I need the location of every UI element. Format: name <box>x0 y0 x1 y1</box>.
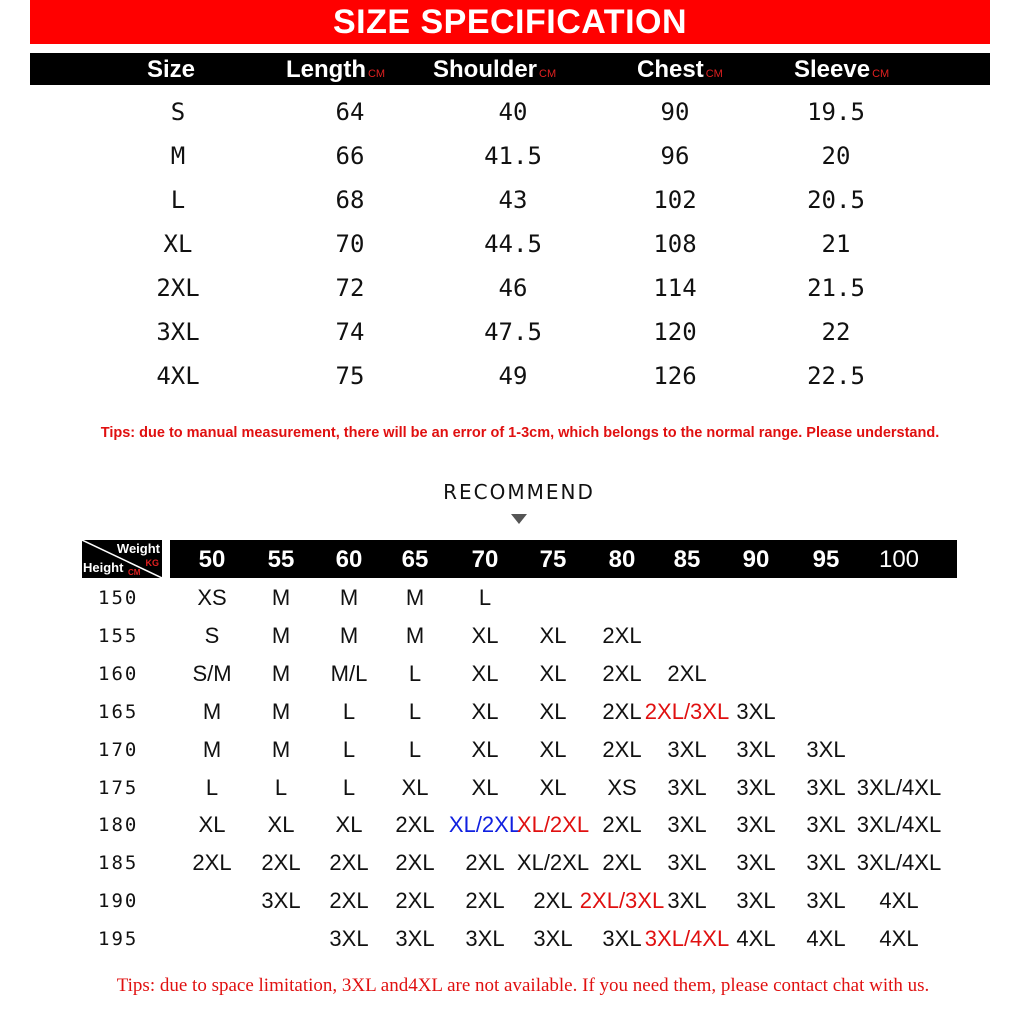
header-label: Length <box>286 56 366 83</box>
recommended-size-cell: 2XL <box>602 736 642 762</box>
recommended-size-cell: 3XL <box>806 888 846 914</box>
recommended-size-cell: 2XL <box>602 812 642 838</box>
recommended-size-cell: 2XL <box>329 888 369 914</box>
recommended-size-cell: XL <box>267 812 295 838</box>
recommended-size-cell: M <box>271 736 291 762</box>
recommended-size-cell: XL <box>471 774 499 800</box>
weight-col-header: 65 <box>401 546 429 573</box>
recommended-size-cell: XL <box>401 774 429 800</box>
recommended-size-cell: XL <box>335 812 363 838</box>
recommended-size-cell: 2XL/3XL <box>644 698 730 724</box>
cell-sleeve: 22 <box>821 318 851 346</box>
recommended-size-cell: 3XL <box>806 736 846 762</box>
recommended-size-cell: 4XL <box>879 888 919 914</box>
recommended-size-cell: 3XL <box>261 888 301 914</box>
recommended-size-cell: 2XL <box>395 812 435 838</box>
page-title-banner <box>30 0 990 44</box>
recommended-size-cell: XL <box>539 698 567 724</box>
header-sleeve <box>794 53 889 85</box>
table-row <box>0 222 1020 266</box>
weight-col-header: 100 <box>878 546 920 573</box>
cell-length: 64 <box>335 98 365 126</box>
table-row <box>0 806 1020 844</box>
recommended-size-cell: L <box>274 774 288 800</box>
weight-col-header: 60 <box>335 546 363 573</box>
recommended-size-cell: 3XL <box>533 926 573 952</box>
recommended-size-cell: 3XL <box>667 888 707 914</box>
cell-size: S <box>170 98 186 126</box>
table-row <box>0 693 1020 731</box>
recommended-size-cell: M <box>405 585 425 610</box>
recommended-size-cell: XL <box>539 774 567 800</box>
recommended-size-cell: 3XL/4XL <box>856 850 942 876</box>
cell-chest: 102 <box>653 186 697 214</box>
table-row <box>0 354 1020 398</box>
recommended-size-cell: 3XL <box>806 850 846 876</box>
spec-table-header <box>30 53 990 85</box>
height-value: 185 <box>98 852 139 875</box>
recommended-size-cell: 2XL <box>602 698 642 724</box>
recommended-size-cell: 4XL <box>736 926 776 952</box>
recommended-size-cell: 3XL <box>736 812 776 838</box>
recommended-size-cell: M <box>405 622 425 648</box>
header-label: Sleeve <box>794 56 871 83</box>
cell-shoulder: 44.5 <box>484 230 542 258</box>
height-value: 150 <box>98 587 139 609</box>
recommended-size-cell: 3XL <box>329 926 369 952</box>
recommended-size-cell: 2XL <box>602 622 642 648</box>
cell-length: 68 <box>335 186 365 214</box>
weight-col-header: 90 <box>742 546 770 573</box>
recommended-size-cell: 2XL <box>533 888 573 914</box>
weight-col-header: 75 <box>539 546 567 573</box>
recommended-size-cell: 4XL <box>879 926 919 952</box>
recommended-size-cell: 2XL <box>602 850 642 876</box>
cell-chest: 120 <box>653 318 697 346</box>
recommend-title: RECOMMEND <box>443 480 595 504</box>
header-label: Shoulder <box>433 56 538 83</box>
recommended-size-cell: 3XL <box>667 850 707 876</box>
weight-col-header: 80 <box>608 546 636 573</box>
measurement-tip: Tips: due to manual measurement, there will be an error of 1-3cm, which belongs to the normal range. Please understand. <box>100 425 940 441</box>
header-unit: CM <box>872 68 890 80</box>
recommended-size-cell: 2XL <box>465 850 505 876</box>
recommended-size-cell: XL <box>471 698 499 724</box>
recommended-size-cell: L <box>408 698 422 724</box>
cell-size: 4XL <box>156 362 200 390</box>
cell-sleeve: 19.5 <box>807 98 865 126</box>
cell-size: XL <box>163 230 193 258</box>
cell-chest: 114 <box>653 274 697 302</box>
header-unit: CM <box>705 68 723 80</box>
weight-height-corner <box>82 540 162 578</box>
table-row <box>0 920 1020 958</box>
recommended-size-cell: L <box>342 736 356 762</box>
recommended-size-cell: L <box>408 736 422 762</box>
height-value: 195 <box>98 928 139 951</box>
recommended-size-cell: 2XL/3XL <box>579 888 665 914</box>
recommended-size-cell: 3XL <box>667 774 707 800</box>
recommended-size-cell: M <box>339 585 359 610</box>
height-value: 180 <box>98 814 139 837</box>
recommended-size-cell: M <box>271 698 291 724</box>
recommended-size-cell: S/M <box>192 660 232 686</box>
recommended-size-cell: XL <box>471 622 499 648</box>
cell-chest: 96 <box>660 142 690 170</box>
recommended-size-cell: 2XL <box>602 660 642 686</box>
recommended-size-cell: 3XL/4XL <box>856 774 942 800</box>
table-row <box>0 90 1020 134</box>
recommended-size-cell: XL/2XL <box>448 812 522 838</box>
header-length <box>286 53 385 85</box>
availability-tip: Tips: due to space limitation, 3XL and4XL are not available. If you need them, please contact chat with us. <box>116 975 930 996</box>
recommended-size-cell: M <box>271 660 291 686</box>
cell-shoulder: 40 <box>498 98 528 126</box>
cell-shoulder: 41.5 <box>484 142 542 170</box>
header-chest <box>637 53 723 85</box>
recommended-size-cell: 2XL <box>465 888 505 914</box>
recommended-size-cell: XL/2XL <box>516 812 590 838</box>
recommended-size-cell: XL <box>198 812 226 838</box>
cell-chest: 126 <box>653 362 697 390</box>
cell-sleeve: 21 <box>821 230 851 258</box>
recommended-size-cell: 2XL <box>395 888 435 914</box>
recommended-size-cell: XS <box>197 585 227 610</box>
cell-sleeve: 22.5 <box>807 362 865 390</box>
recommended-size-cell: 3XL <box>806 812 846 838</box>
recommended-size-cell: 2XL <box>192 850 232 876</box>
recommended-size-cell: 3XL <box>736 888 776 914</box>
recommended-size-cell: XS <box>607 774 637 800</box>
height-unit: CM <box>128 568 141 577</box>
recommended-size-cell: 3XL <box>736 736 776 762</box>
table-row <box>0 882 1020 920</box>
weight-col-header: 95 <box>812 546 840 573</box>
recommended-size-cell: XL <box>539 660 567 686</box>
recommended-size-cell: M/L <box>330 660 368 686</box>
weight-col-header: 55 <box>267 546 295 573</box>
recommended-size-cell: 3XL <box>667 812 707 838</box>
table-row <box>0 769 1020 807</box>
header-shoulder <box>433 53 556 85</box>
table-row <box>0 178 1020 222</box>
recommended-size-cell: XL/2XL <box>516 850 590 876</box>
cell-length: 72 <box>335 274 365 302</box>
table-row <box>0 579 1020 617</box>
recommended-size-cell: M <box>202 698 222 724</box>
recommended-size-cell: L <box>408 660 422 686</box>
header-unit: CM <box>539 68 557 80</box>
table-row <box>0 731 1020 769</box>
recommended-size-cell: 2XL <box>667 660 707 686</box>
recommended-size-cell: S <box>204 622 220 648</box>
cell-shoulder: 43 <box>498 186 528 214</box>
height-label: Height <box>83 560 124 575</box>
cell-length: 75 <box>335 362 365 390</box>
recommended-size-cell: XL <box>539 622 567 648</box>
cell-chest: 90 <box>660 98 690 126</box>
cell-length: 70 <box>335 230 365 258</box>
cell-sleeve: 21.5 <box>807 274 865 302</box>
recommended-size-cell: 3XL <box>395 926 435 952</box>
recommended-size-cell: 4XL <box>806 926 846 952</box>
recommended-size-cell: L <box>342 698 356 724</box>
recommended-size-cell: XL <box>471 660 499 686</box>
height-value: 155 <box>98 624 139 647</box>
header-unit: CM <box>367 68 386 80</box>
header-label: Chest <box>637 56 704 83</box>
recommended-size-cell: 3XL <box>736 850 776 876</box>
recommended-size-cell: 3XL <box>736 698 776 724</box>
recommended-size-cell: 3XL/4XL <box>644 926 730 952</box>
down-arrow-icon <box>511 514 527 524</box>
table-row <box>0 844 1020 882</box>
cell-size: 2XL <box>156 274 200 302</box>
recommended-size-cell: 3XL <box>667 736 707 762</box>
recommended-size-cell: XL <box>471 736 499 762</box>
recommended-size-cell: 3XL <box>602 926 642 952</box>
height-value: 160 <box>98 662 139 685</box>
height-value: 165 <box>98 700 139 723</box>
table-row <box>0 655 1020 693</box>
recommended-size-cell: L <box>342 774 356 800</box>
recommended-size-cell: 3XL <box>806 774 846 800</box>
weight-col-header: 85 <box>673 546 701 573</box>
weight-label: Weight <box>116 541 160 556</box>
recommended-size-cell: M <box>271 622 291 648</box>
height-value: 170 <box>98 738 139 761</box>
recommended-size-cell: 2XL <box>329 850 369 876</box>
cell-shoulder: 46 <box>498 274 528 302</box>
cell-shoulder: 47.5 <box>484 318 542 346</box>
header-size <box>147 53 195 85</box>
weight-unit: KG <box>145 558 159 568</box>
cell-shoulder: 49 <box>498 362 528 390</box>
cell-sleeve: 20 <box>821 142 851 170</box>
height-value: 175 <box>98 776 139 799</box>
cell-size: M <box>170 142 186 170</box>
recommended-size-cell: M <box>339 622 359 648</box>
recommended-size-cell: XL <box>539 736 567 762</box>
table-row <box>0 617 1020 655</box>
recommended-size-cell: 3XL/4XL <box>856 812 942 838</box>
recommended-size-cell: L <box>478 585 492 610</box>
cell-length: 74 <box>335 318 365 346</box>
weight-col-header: 70 <box>471 546 499 573</box>
page-title: SIZE SPECIFICATION <box>332 3 688 41</box>
cell-chest: 108 <box>653 230 697 258</box>
cell-length: 66 <box>335 142 365 170</box>
recommended-size-cell: 2XL <box>261 850 301 876</box>
recommended-size-cell: M <box>271 585 291 610</box>
table-row <box>0 266 1020 310</box>
cell-size: 3XL <box>156 318 200 346</box>
recommended-size-cell: 3XL <box>465 926 505 952</box>
cell-sleeve: 20.5 <box>807 186 865 214</box>
table-row <box>0 310 1020 354</box>
recommended-size-cell: 3XL <box>736 774 776 800</box>
weight-col-header: 50 <box>198 546 226 573</box>
table-row <box>0 134 1020 178</box>
recommended-size-cell: M <box>202 736 222 762</box>
header-label: Size <box>147 56 196 83</box>
cell-size: L <box>170 186 186 214</box>
recommended-size-cell: 2XL <box>395 850 435 876</box>
height-value: 190 <box>98 890 139 913</box>
recommended-size-cell: L <box>205 774 219 800</box>
